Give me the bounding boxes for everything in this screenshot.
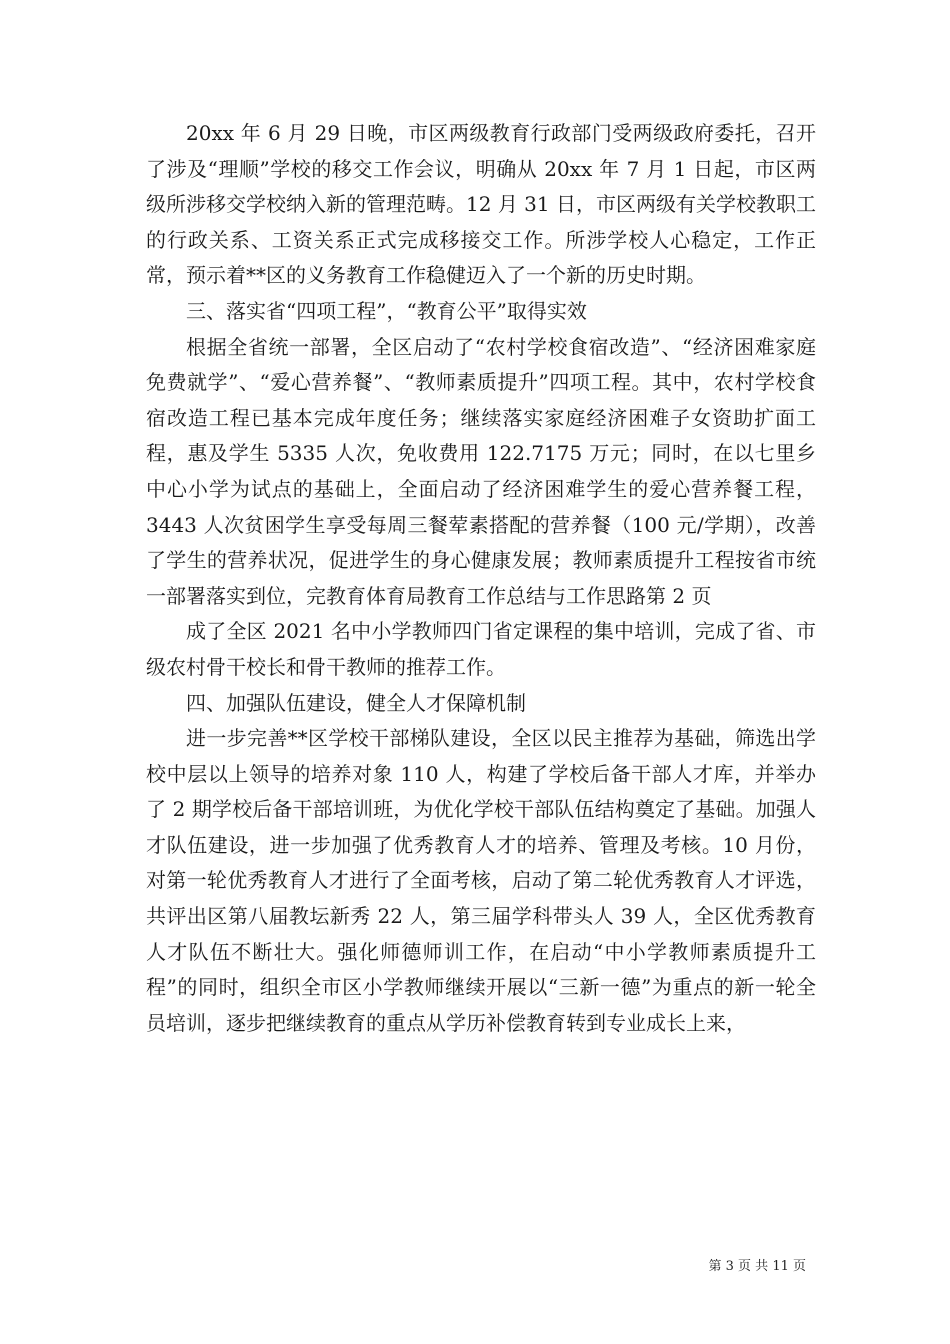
section-heading-four: 四、加强队伍建设，健全人才保障机制 [186,690,526,715]
page-number: 第 3 页 共 11 页 [708,1259,806,1274]
paragraph-team-building: 进一步完善**区学校干部梯队建设，全区以民主推荐为基础，筛选出学校中层以上领导的培养对象 110 人，构建了学校后备干部人才库，并举办了 2 期学校后备干部培训班，为优化学校干部队伍结构奠定了基础。加强人才队伍建设，进一步加强了优秀教育人才的培养、管理及考核。10 月份，对第一轮优秀教育人才进行了全面考核，启动了第二轮优秀教育人才评选，共评出区第八届教坛新秀 22 人，第三届学科带头人 39 人，全区优秀教育人才队伍不断壮大。强化师德师训工作，在启动“中小学教师素质提升工程”的同时，组织全市区小学教师继续开展以“三新一德”为重点的新一轮全员培训，逐步把继续教育的重点从学历补偿教育转到专业成长上来， [146,726,816,1035]
paragraph-transfer-meeting: 20xx 年 6 月 29 日晚，市区两级教育行政部门受两级政府委托，召开了涉及“理顺”学校的移交工作会议，明确从 20xx 年 7 月 1 日起，市区两级所涉移交学校纳入新的管理范畴。12 月 31 日，市区两级有关学校教职工的行政关系、工资关系正式完成移接交工作。所涉学校人心稳定，工作正常，预示着**区的义务教育工作稳健迈入了一个新的历史时期。 [146,121,816,288]
paragraph-four-projects: 根据全省统一部署，全区启动了“农村学校食宿改造”、“经济困难家庭免费就学”、“爱心营养餐”、“教师素质提升”四项工程。其中，农村学校食宿改造工程已基本完成年度任务；继续落实家庭经济困难子女资助扩面工程，惠及学生 5335 人次，免收费用 122.7175 万元；同时，在以七里乡中心小学为试点的基础上，全面启动了经济困难学生的爱心营养餐工程，3443 人次贫困学生享受每周三餐荤素搭配的营养餐（100 元/学期），改善了学生的营养状况，促进学生的身心健康发展；教师素质提升工程按省市统一部署落实到位，完教育体育局教育工作总结与工作思路第 2 页 [146,334,816,608]
document-body [146,116,816,1041]
paragraph-training-completed: 成了全区 2021 名中小学教师四门省定课程的集中培训，完成了省、市级农村骨干校长和骨干教师的推荐工作。 [146,619,816,679]
section-heading-three: 三、落实省“四项工程”，“教育公平”取得实效 [186,298,587,323]
